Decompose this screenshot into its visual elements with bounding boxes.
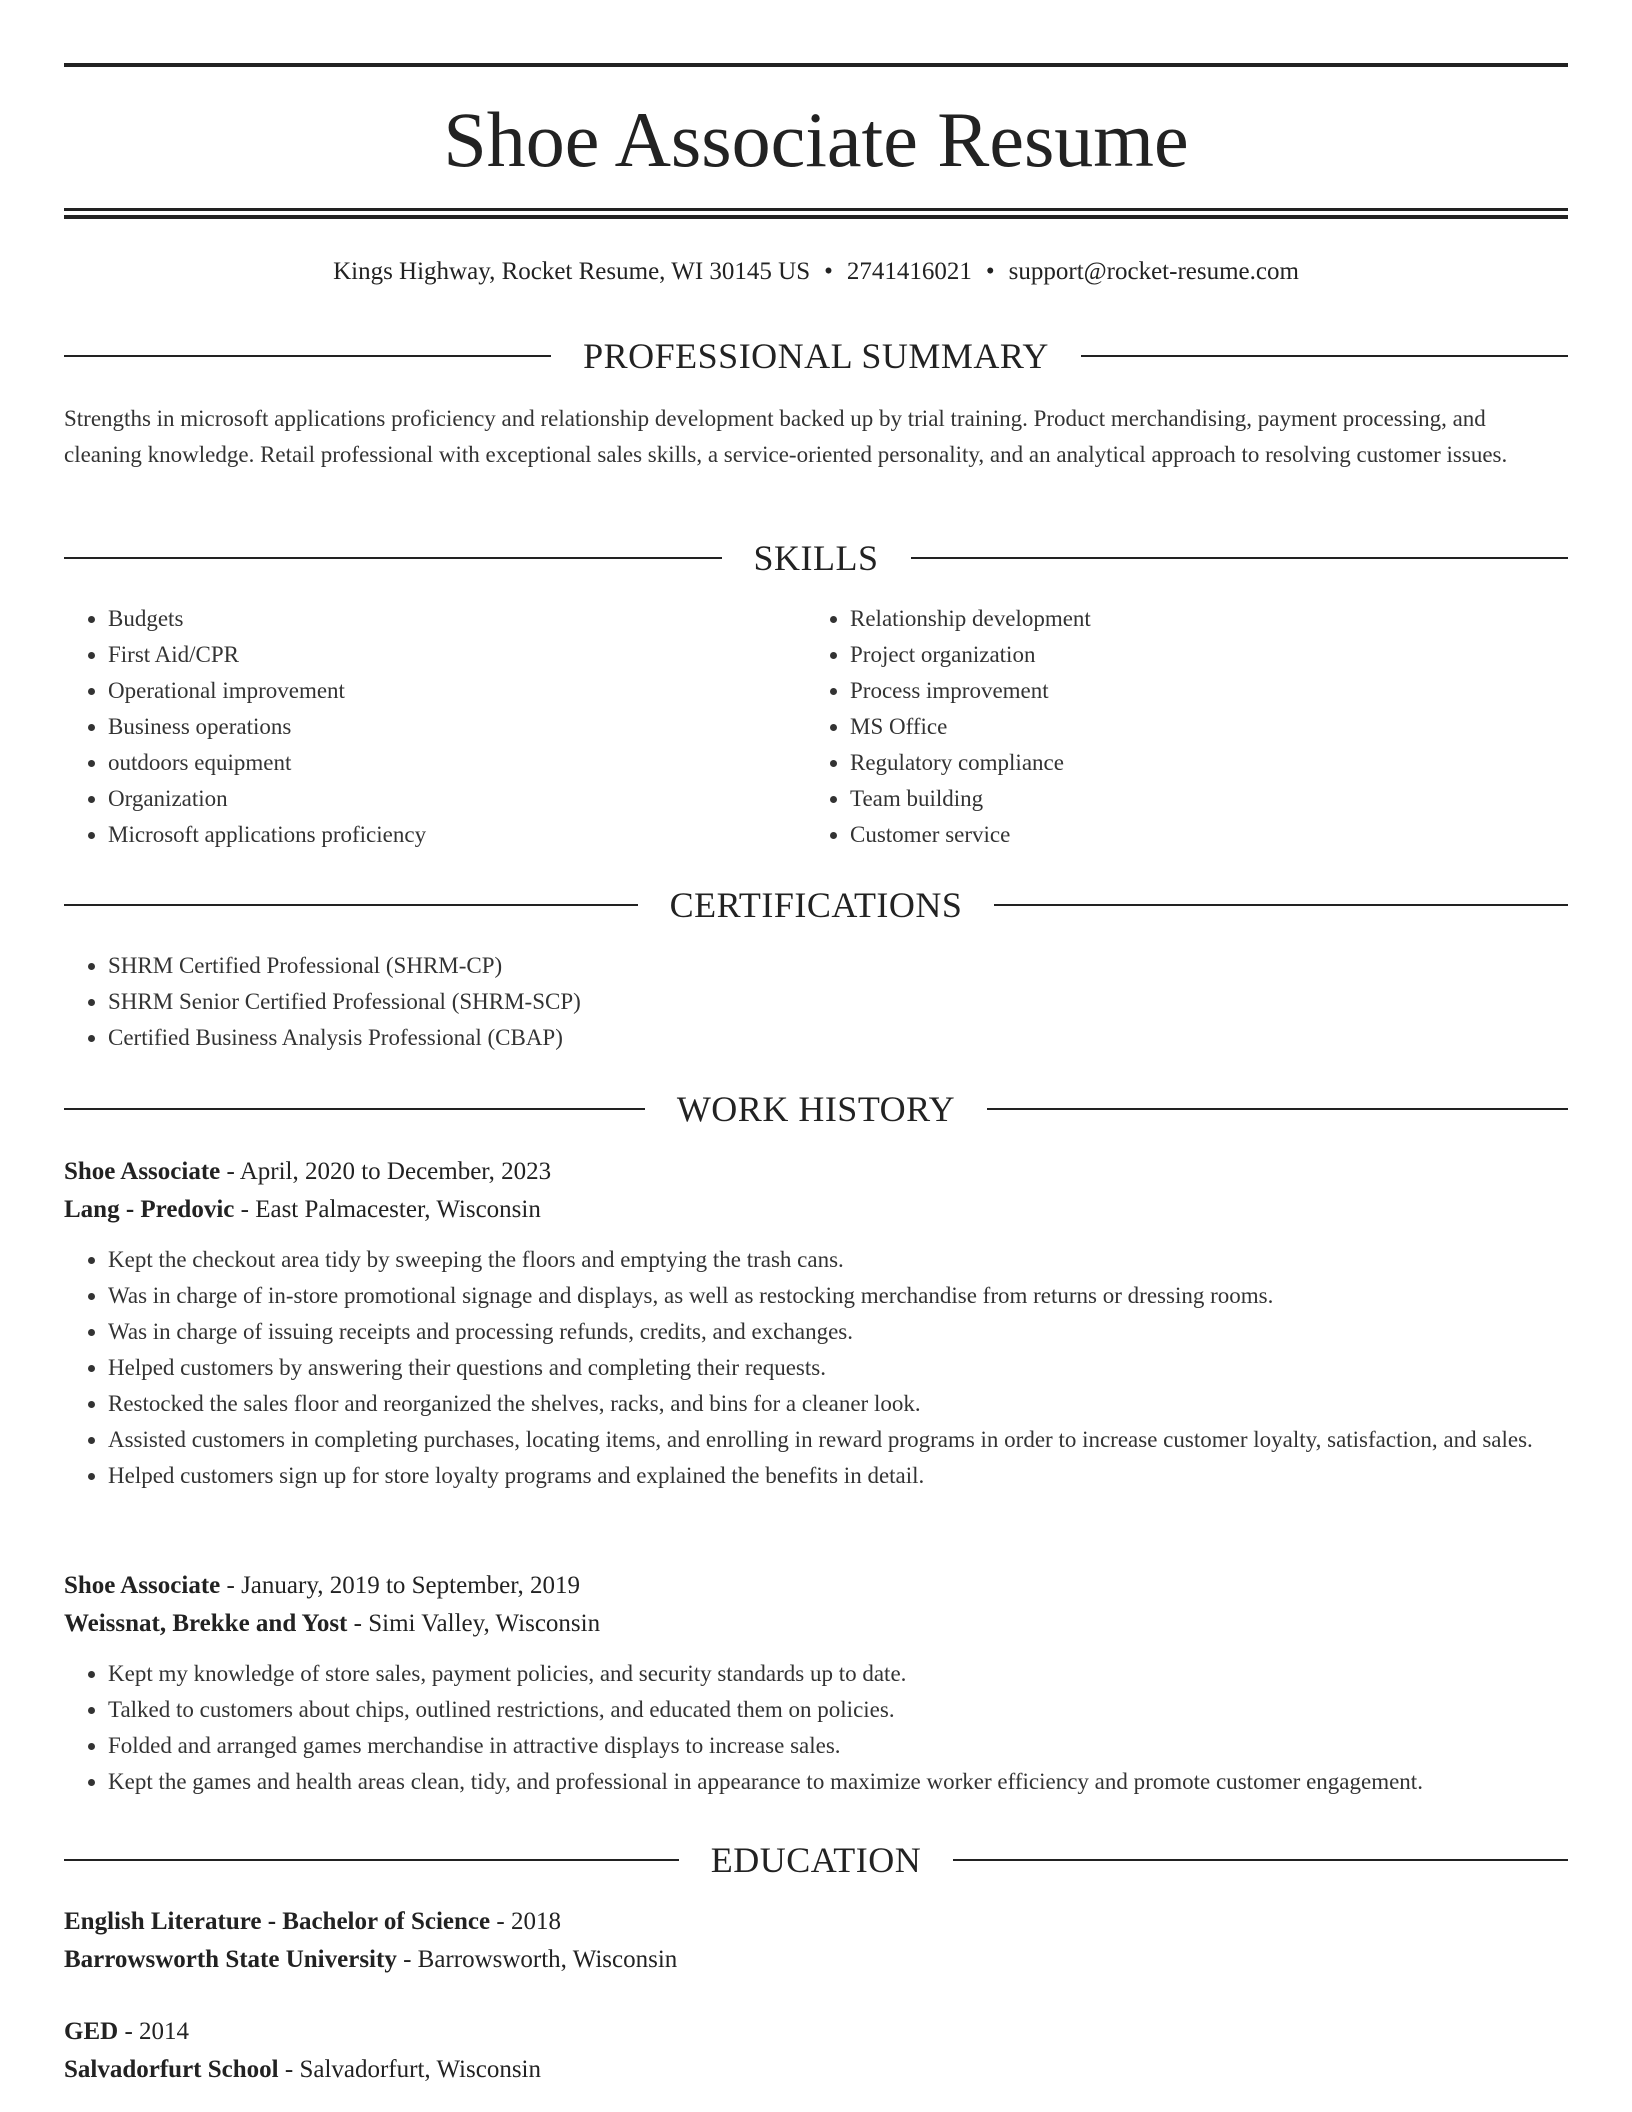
heading-rule [64, 904, 638, 906]
summary-text: Strengths in microsoft applications proficiency and relationship development backed up by trial training. Product merchandising, payment processing, and cleaning knowledge. Retail professional with exceptional sales skills, a service-oriented personality, and an analytical approach to resolving customer issues. [64, 406, 1508, 467]
list-item: • Was in charge of in-store promotional signage and displays, as well as restocking merchandise from returns or dressing rooms. [108, 1278, 1568, 1314]
job-title-line [64, 1567, 1568, 1605]
company-name: Lang - Predovic [64, 1196, 235, 1223]
job-duties-list [64, 1656, 1568, 1800]
school-line [64, 2051, 1568, 2089]
education-entry-1 [64, 1903, 1568, 1979]
school-location: Salvadorfurt, Wisconsin [299, 2056, 541, 2083]
degree-year: 2018 [510, 1908, 561, 1935]
dash: - [347, 1610, 369, 1637]
list-item: • Kept the games and health areas clean, tidy, and professional in appearance to maximize worker efficiency and promote customer engagement. [108, 1764, 1568, 1800]
dash: - [278, 2056, 300, 2083]
list-item: • Operational improvement [108, 673, 804, 709]
contact-phone: 2741416021 [846, 258, 972, 285]
school-name: Barrowsworth State University [64, 1946, 397, 1973]
list-item: • Talked to customers about chips, outlined restrictions, and educated them on policies. [108, 1692, 1568, 1728]
list-item: • Helped customers by answering their questions and completing their requests. [108, 1350, 1568, 1386]
list-item: • Kept the checkout area tidy by sweeping the floors and emptying the trash cans. [108, 1242, 1568, 1278]
job-dates: January, 2019 to September, 2019 [241, 1572, 581, 1599]
company-location: East Palmacester, Wisconsin [255, 1196, 541, 1223]
list-item: • Budgets [108, 601, 804, 637]
title-double-rule [64, 208, 1568, 219]
degree-year: 2014 [139, 2018, 190, 2045]
list-item: • Assisted customers in completing purchases, locating items, and enrolling in reward programs in order to increase customer loyalty, satisfaction, and sales. [108, 1422, 1568, 1458]
list-item: • Process improvement [850, 673, 1546, 709]
heading-rule [911, 557, 1569, 559]
list-item: • Folded and arranged games merchandise in attractive displays to increase sales. [108, 1728, 1568, 1764]
skills-left-column [64, 601, 804, 853]
section-heading-summary [64, 334, 1568, 378]
heading-rule [987, 1108, 1568, 1110]
list-item: • Restocked the sales floor and reorganized the shelves, racks, and bins for a cleaner look. [108, 1386, 1568, 1422]
skills-list-right [806, 601, 1546, 853]
section-heading-work-history [64, 1087, 1568, 1131]
job-company-line [64, 1191, 1568, 1229]
heading-rule [64, 355, 551, 357]
section-title: EDUCATION [710, 1840, 922, 1880]
top-rule [64, 63, 1568, 67]
education-entry-2 [64, 2013, 1568, 2089]
contact-line [64, 255, 1568, 289]
school-line [64, 1941, 1568, 1979]
list-item: • MS Office [850, 709, 1546, 745]
degree: GED [64, 2018, 119, 2045]
job-entry-1 [64, 1153, 1568, 1494]
list-item: • Business operations [108, 709, 804, 745]
list-item: • Team building [850, 781, 1546, 817]
degree: English Literature - Bachelor of Science [64, 1908, 491, 1935]
contact-address: Kings Highway, Rocket Resume, WI 30145 US [333, 258, 811, 285]
list-item: • Kept my knowledge of store sales, payment policies, and security standards up to date. [108, 1656, 1568, 1692]
degree-line [64, 2013, 1568, 2051]
job-company-line [64, 1605, 1568, 1643]
section-title: PROFESSIONAL SUMMARY [583, 336, 1049, 376]
list-item: • SHRM Certified Professional (SHRM-CP) [108, 948, 1568, 984]
section-heading-education [64, 1838, 1568, 1882]
school-name: Salvadorfurt School [64, 2056, 279, 2083]
dash: - [490, 1908, 511, 1935]
job-title: Shoe Associate [64, 1158, 221, 1185]
heading-rule [994, 904, 1568, 906]
section-title: WORK HISTORY [676, 1089, 956, 1129]
company-name: Weissnat, Brekke and Yost [64, 1610, 348, 1637]
heading-rule [64, 1108, 645, 1110]
contact-separator: • [985, 258, 995, 285]
list-item: • SHRM Senior Certified Professional (SHRM-SCP) [108, 984, 1568, 1020]
job-dates: April, 2020 to December, 2023 [239, 1158, 552, 1185]
job-duties-list [64, 1242, 1568, 1494]
contact-email: support@rocket-resume.com [1008, 258, 1299, 285]
skills-right-column [806, 601, 1546, 853]
list-item: • Helped customers sign up for store loyalty programs and explained the benefits in detail. [108, 1458, 1568, 1494]
job-entry-2 [64, 1567, 1568, 1800]
section-heading-certifications [64, 883, 1568, 927]
certifications-block [64, 948, 1568, 1056]
list-item: • Project organization [850, 637, 1546, 673]
section-title: CERTIFICATIONS [669, 885, 963, 925]
section-heading-skills [64, 536, 1568, 580]
contact-separator: • [824, 258, 833, 285]
dash: - [396, 1946, 418, 1973]
heading-rule [953, 1859, 1568, 1861]
list-item: • Microsoft applications proficiency [108, 817, 804, 853]
section-title: SKILLS [753, 538, 879, 578]
job-title-line [64, 1153, 1568, 1191]
list-item: • outdoors equipment [108, 745, 804, 781]
list-item: • First Aid/CPR [108, 637, 804, 673]
certifications-list [64, 948, 1568, 1056]
list-item: • Regulatory compliance [850, 745, 1546, 781]
page-title: Shoe Associate Resume [443, 96, 1189, 183]
school-location: Barrowsworth, Wisconsin [417, 1946, 678, 1973]
list-item: • Customer service [850, 817, 1546, 853]
job-title: Shoe Associate [64, 1572, 221, 1599]
list-item: • Relationship development [850, 601, 1546, 637]
skills-list-left [64, 601, 804, 853]
company-location: Simi Valley, Wisconsin [368, 1610, 601, 1637]
heading-rule [1081, 355, 1568, 357]
list-item: • Organization [108, 781, 804, 817]
degree-line [64, 1903, 1568, 1941]
list-item: • Certified Business Analysis Professional (CBAP) [108, 1020, 1568, 1056]
list-item: • Was in charge of issuing receipts and processing refunds, credits, and exchanges. [108, 1314, 1568, 1350]
dash: - [220, 1158, 240, 1185]
heading-rule [64, 557, 722, 559]
dash: - [220, 1572, 242, 1599]
dash: - [234, 1196, 256, 1223]
dash: - [118, 2018, 140, 2045]
heading-rule [64, 1859, 679, 1861]
